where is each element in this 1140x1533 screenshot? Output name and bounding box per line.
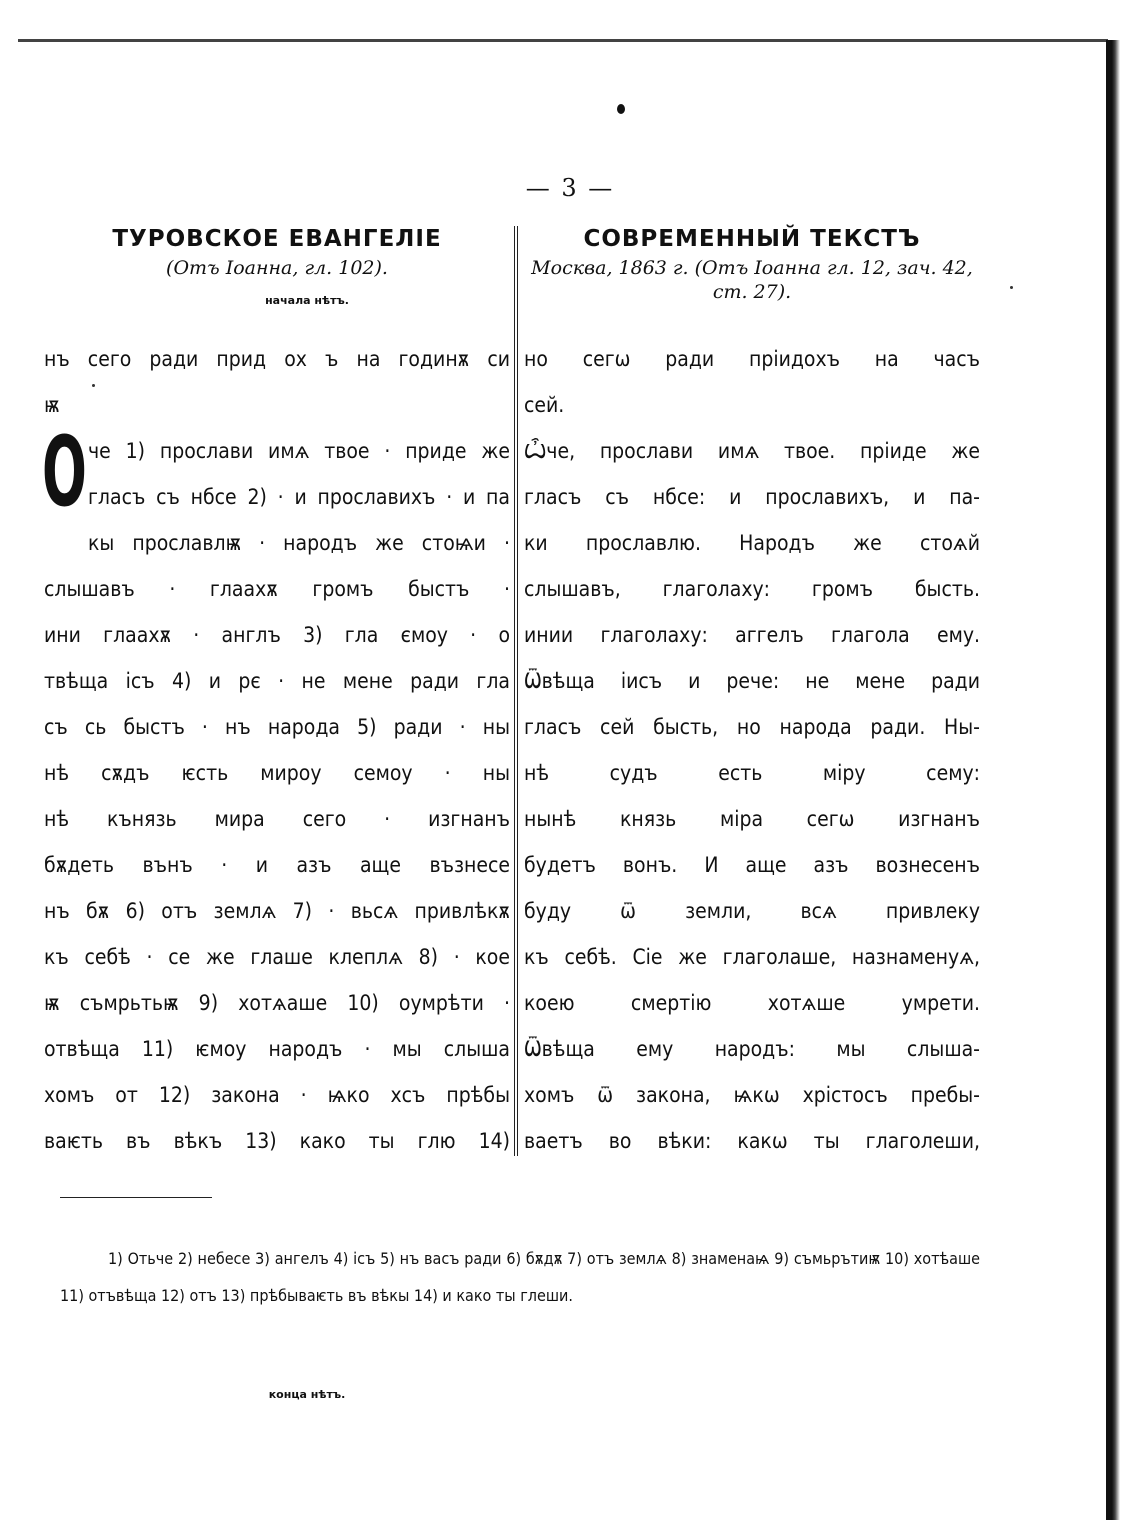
text-line: слышавъ, глаголаху: громъ бысть. xyxy=(524,577,980,601)
right-text-lines xyxy=(524,336,980,1164)
text-line: нѣ сѫдъ ѥсть мироу семоу · ны xyxy=(44,761,510,785)
top-edge-rule xyxy=(18,36,1108,46)
text-line: нынѣ князь міра сегѡ изгнанъ xyxy=(524,807,980,831)
text-line: ки прославлю. Народъ же стоѧй xyxy=(524,531,980,555)
page-number: — 3 — xyxy=(525,174,615,202)
right-column-title: СОВРЕМЕННЫЙ ТЕКСТЪ xyxy=(583,226,921,252)
text-line: нѣ кънязь мира сего · изгнанъ xyxy=(44,807,510,831)
text-line: инии глаголаху: аггелъ глагола ему. xyxy=(524,623,980,647)
text-line: Ѽче, прослави имѧ твое. пріиде же xyxy=(524,439,980,463)
drop-initial: О xyxy=(42,416,87,528)
text-line: твѣща ісъ 4) и рє · не мене ради гла xyxy=(44,669,510,693)
right-column-subtitle-2: ст. 27). xyxy=(712,281,792,303)
right-column-subtitle-1: Москва, 1863 г. (Отъ Іоанна гл. 12, зач. 42, xyxy=(531,257,973,279)
text-line: че 1) прослави имѧ твое · приде же xyxy=(88,439,510,463)
left-column-subtitle: (Отъ Іоанна, гл. 102). xyxy=(166,257,388,279)
footnotes: 1) Отьче 2) небесе 3) ангелъ 4) ісъ 5) нъ васъ ради 6) бѫдѫ 7) отъ землѧ 8) знаменаѩ 9) съмьрътиѭ 10) хотѣаше 11) отъвѣща 12) отъ 13) прѣбываѥть въ вѣкы 14) и како ты глеши. xyxy=(60,1249,980,1305)
text-line: хомъ ѿ закона, ѩкѡ хрістосъ пребы- xyxy=(524,1083,980,1107)
stray-dot xyxy=(1010,286,1013,289)
text-line: хомъ от 12) закона · ѩко хсъ прѣбы xyxy=(44,1083,510,1107)
text-line: ини глаахѫ · англъ 3) гла ємоу · о xyxy=(44,623,510,647)
text-line: отвѣща 11) ѥмоу народъ · мы слыша xyxy=(44,1037,510,1061)
text-line: ваетъ во вѣки: какѡ ты глаголеши, xyxy=(524,1129,980,1153)
left-column xyxy=(42,222,510,1401)
left-column-note: начала нѣтъ. xyxy=(265,294,349,307)
page-right-edge xyxy=(1106,40,1120,1520)
left-end-note: конца нѣтъ. xyxy=(268,1388,346,1401)
ink-speck xyxy=(617,104,625,114)
text-line: гласъ съ нбсе: и прославихъ, и па- xyxy=(524,485,980,509)
text-line: гласъ сей бысть, но народа ради. Ны- xyxy=(524,715,980,739)
text-line: ѭ съмрьтьѭ 9) хотѧаше 10) оумрѣти · xyxy=(44,991,510,1015)
text-line: нѣ судъ есть міру сему: xyxy=(524,761,980,785)
text-line: будетъ вонъ. И аще азъ вознесенъ xyxy=(524,853,980,877)
text-line: слышавъ · глаахѫ громъ быстъ · xyxy=(44,577,510,601)
stray-dot xyxy=(92,384,95,387)
text-line: буду ѿ земли, всѧ привлеку xyxy=(524,899,980,923)
column-divider xyxy=(514,226,518,1156)
text-line: ваѥть въ вѣкъ 13) како ты глю 14) xyxy=(44,1129,510,1153)
text-line: съ сь быстъ · нъ народа 5) ради · ны xyxy=(44,715,510,739)
text-line: къ себѣ · се же глаше клеплѧ 8) · кое xyxy=(44,945,510,969)
text-line: коею смертію хотѧше умрети. xyxy=(524,991,980,1015)
text-line: бѫдеть вънъ · и азъ аще възнесе xyxy=(44,853,510,877)
text-line: кы прославлѭ · народъ же стоѩи · xyxy=(88,531,510,555)
text-line: но сегѡ ради пріидохъ на часъ xyxy=(524,347,980,371)
footnote-rule xyxy=(60,1197,212,1198)
text-line: нъ бѫ 6) отъ землѧ 7) · вьсѧ привлѣкѫ xyxy=(44,899,510,923)
text-line: Ѿвѣща ему народъ: мы слыша- xyxy=(524,1037,980,1061)
left-column-title: ТУРОВСКОЕ ЕВАНГЕЛІЕ xyxy=(112,226,442,252)
text-line: къ себѣ. Сіе же глаголаше, назнаменуѧ, xyxy=(524,945,980,969)
text-line: гласъ съ нбсе 2) · и прославихъ · и па xyxy=(88,485,510,509)
right-column xyxy=(524,222,980,1153)
text-line: Ѿвѣща іисъ и рече: не мене ради xyxy=(524,669,980,693)
text-line: нъ сего ради прид ох ъ на годинѫ си xyxy=(44,347,510,371)
left-text-lines xyxy=(44,336,510,1164)
text-line: сей. xyxy=(524,393,565,417)
text-line: ѭ xyxy=(44,393,60,417)
